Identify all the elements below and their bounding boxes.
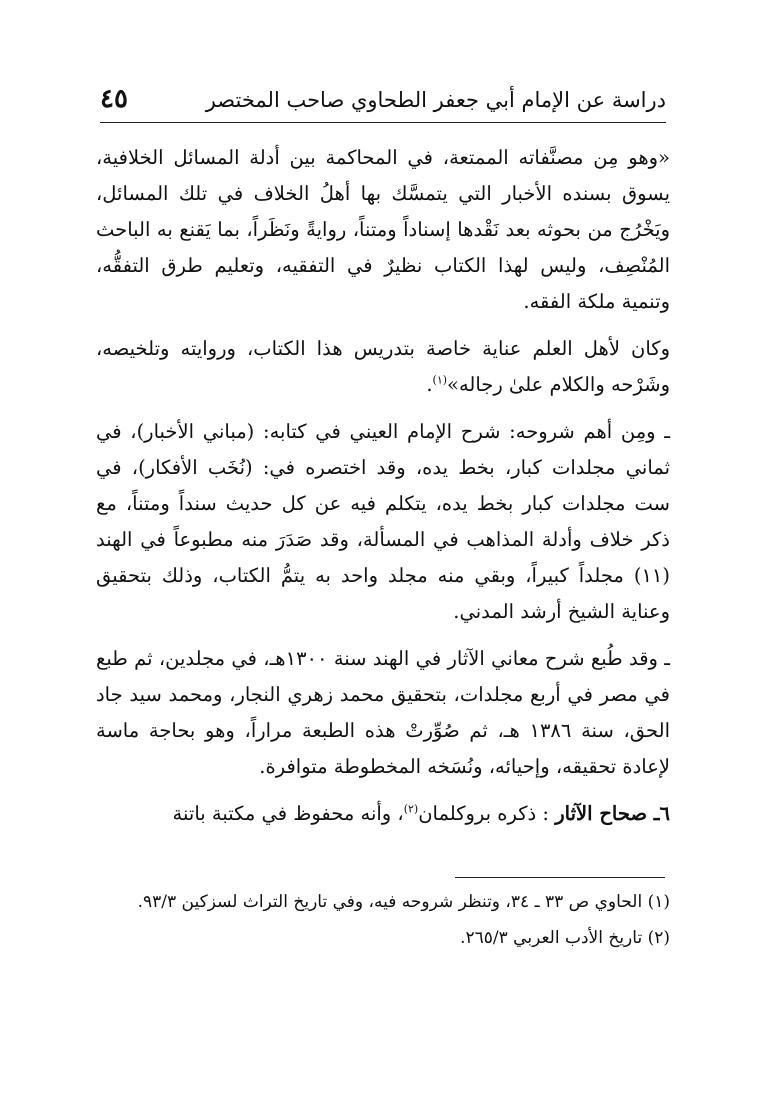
footnote-2: (٢) تاريخ الأدب العربي ٢٦٥/٣. (460, 928, 670, 948)
page-number: ٤٥ (100, 84, 128, 114)
item-6-heading: ٦ـ صحاح الآثار (555, 802, 670, 825)
item-6-text: : ذكره بروكلمان (418, 802, 550, 825)
footnotes (96, 886, 670, 958)
page-header (100, 82, 666, 123)
body-text (96, 140, 670, 843)
footnote-1: (١) الحاوي ص ٣٣ ـ ٣٤، وتنظر شروحه فيه، وفي تاريخ التراث لسزكين ٩٣/٣. (137, 892, 670, 912)
running-title: دراسة عن الإمام أبي جعفر الطحاوي صاحب المختصر (205, 88, 666, 112)
item-6-rest: ، وأنه محفوظ في مكتبة باتنة (172, 802, 404, 825)
paragraph-item-6 (96, 796, 670, 832)
footnote-ref-2: (٢) (403, 802, 419, 816)
paragraph-2: وكان لأهل العلم عناية خاصة بتدريس هذا الكتاب، وروايته وتلخيصه، وشَرْحه والكلام علىٰ رجاله»$^{(١)}$. (96, 337, 670, 396)
footnote-divider (455, 877, 665, 878)
paragraph-3: ـ ومِن أهم شروحه: شرح الإمام العيني في كتابه: (مباني الأخبار)، في ثماني مجلدات كبار، بخط يده، وقد اختصره في: (نُخَب الأفكار)، في ست مجلدات كبار بخط يده، يتكلم فيه عن كل حديث سنداً ومتناً، مع ذكر خلاف وأدلة المذاهب في المسألة، وقد صَدَرَ منه مطبوعاً في الهند (١١) مجلداً كبيراً، وبقي منه مجلد واحد به يتمُّ الكتاب، وذلك بتحقيق وعناية الشيخ أرشد المدني. (96, 420, 670, 623)
footnote-ref-1: (١) (432, 373, 448, 387)
paragraph-4: ـ وقد طُبع شرح معاني الآثار في الهند سنة ١٣٠٠هـ، في مجلدين، ثم طبع في مصر في أربع مجلدات، بتحقيق محمد زهري النجار، ومحمد سيد جاد الحق، سنة ١٣٨٦ هـ، ثم صُوِّرتْ هذه الطبعة مراراً، وهو بحاجة ماسة لإعادة تحقيقه، وإحيائه، ونُسَخه المخطوطة متوافرة. (96, 647, 670, 778)
paragraph-2-text: وكان لأهل العلم عناية خاصة بتدريس هذا الكتاب، وروايته وتلخيصه، وشَرْحه والكلام علىٰ رجاله» (96, 337, 670, 396)
paragraph-1: «وهو مِن مصنَّفاته الممتعة، في المحاكمة بين أدلة المسائل الخلافية، يسوق بسنده الأخبار التي يتمسَّك بها أهلُ الخلاف في تلك المسائل، ويَخْرُج من بحوثه بعد نَقْدها إسناداً ومتناً، روايةً ونَظَراً، بما يَقنع به الباحث المُنْصِف، وليس لهذا الكتاب نظيرٌ في التفقيه، وتعليم طرق التفقُّه، وتنمية ملكة الفقه. (96, 146, 670, 313)
